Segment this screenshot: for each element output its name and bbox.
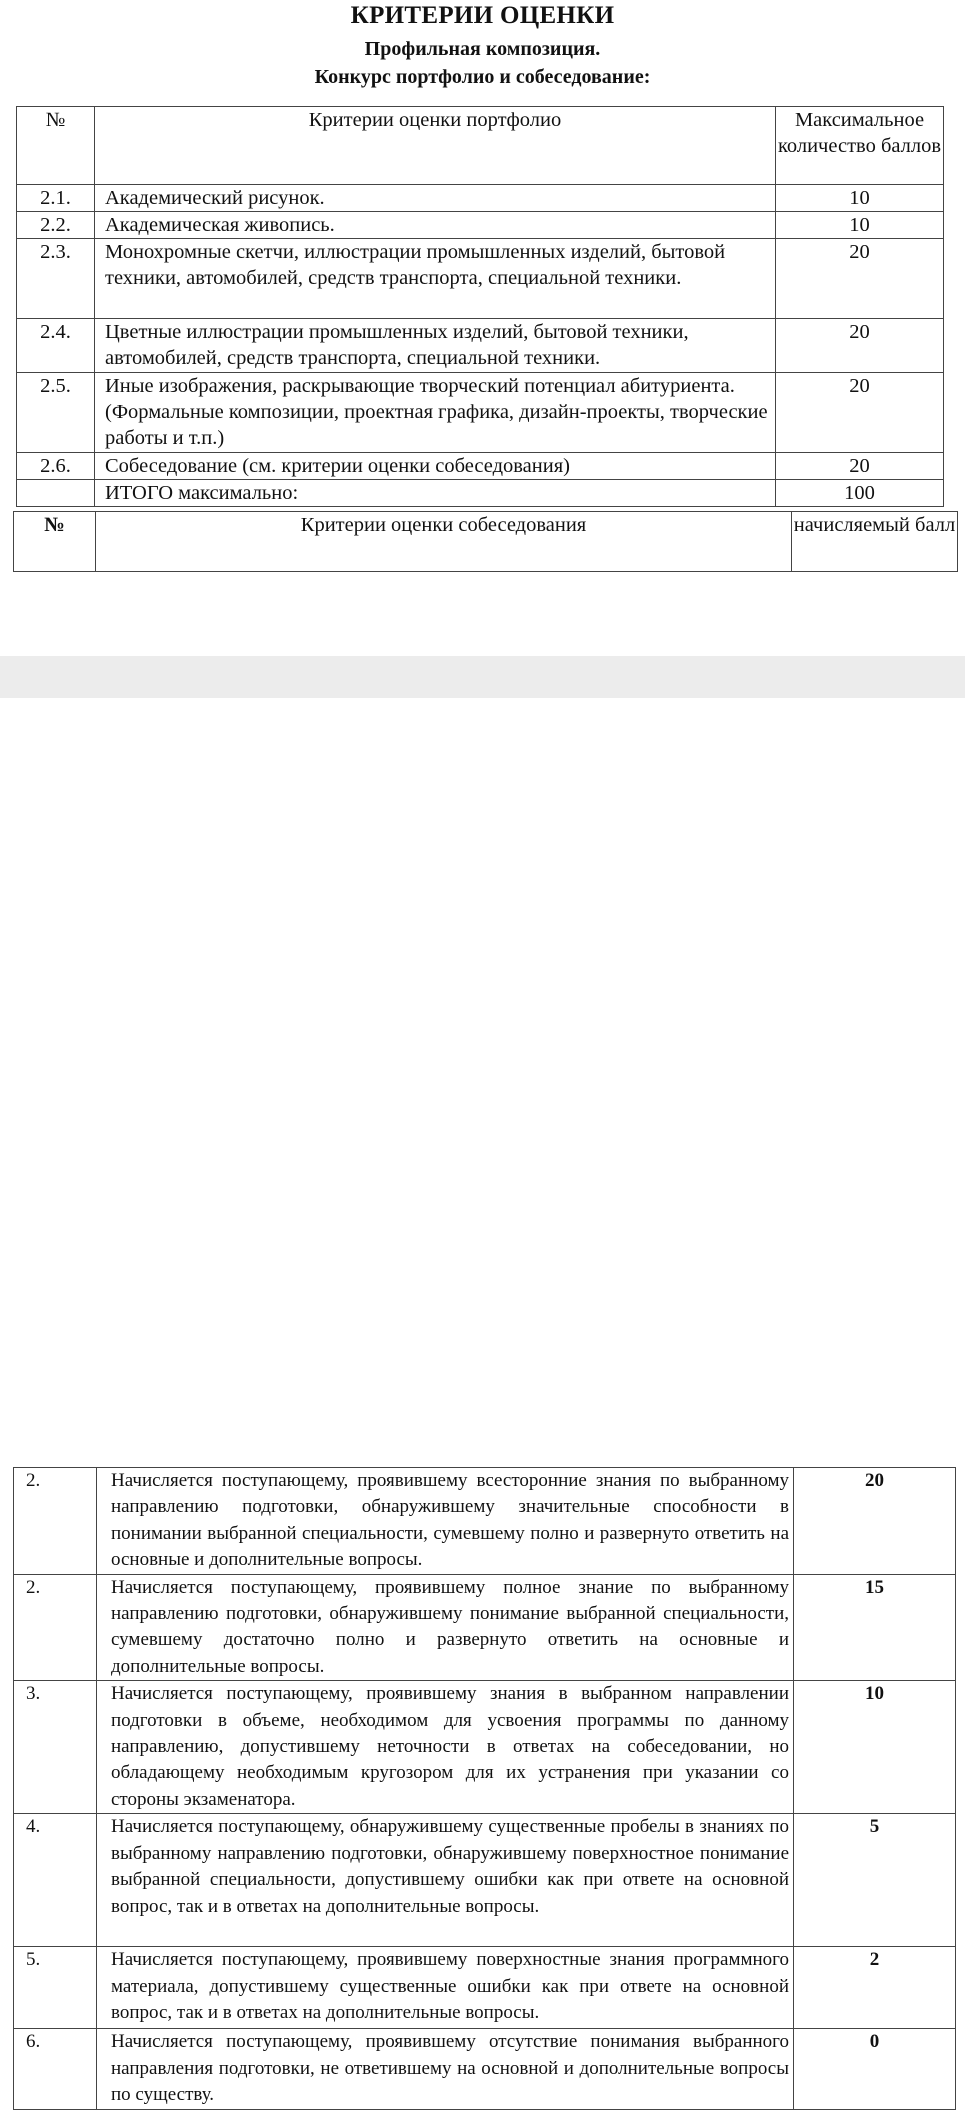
table-row	[17, 453, 944, 480]
document-page-1	[0, 0, 965, 656]
header-cell-criteria: Критерии оценки портфолио	[95, 107, 776, 185]
table-row	[14, 1574, 956, 1681]
page-subtitle-2: Конкурс портфолио и собеседование:	[314, 66, 651, 88]
table-row	[17, 319, 944, 373]
row-number: 2.3.	[17, 239, 95, 319]
row-points: 0	[794, 2029, 956, 2109]
portfolio-criteria-table	[16, 106, 944, 507]
header-cell-number: №	[14, 512, 96, 572]
row-points: 20	[776, 319, 944, 373]
table-total-row	[17, 480, 944, 507]
row-number: 4.	[14, 1814, 97, 1947]
row-criteria: Начисляется поступающему, проявившему поверхностные знания программного материала, допустившему существенные ошибки как при ответе на основной вопрос, так и в ответах на дополнительные вопросы.	[97, 1947, 794, 2029]
row-number: 2.6.	[17, 453, 95, 480]
table-row	[14, 1468, 956, 1575]
page-separator	[0, 656, 965, 698]
row-number: 6.	[14, 2029, 97, 2109]
table-row	[17, 185, 944, 212]
row-points: 10	[794, 1681, 956, 1814]
header-cell-criteria: Критерии оценки собеседования	[96, 512, 792, 572]
row-points: 20	[776, 239, 944, 319]
total-value: 100	[776, 480, 944, 507]
row-criteria: Начисляется поступающему, обнаружившему существенные пробелы в знаниях по выбранному направлению подготовки, обнаружившему поверхностное понимание выбранной специальности, допустившему ошибки как при ответе на основной вопрос, так и в ответах на дополнительные вопросы.	[97, 1814, 794, 1947]
total-empty-cell	[17, 480, 95, 507]
row-criteria: Иные изображения, раскрывающие творческий потенциал абитуриента. (Формальные композиции, проектная графика, дизайн-проекты, творческие работы и т.п.)	[95, 373, 776, 453]
row-criteria: Собеседование (см. критерии оценки собеседования)	[95, 453, 776, 480]
row-number: 2.2.	[17, 212, 95, 239]
document-page-2	[0, 698, 965, 2106]
row-criteria: Начисляется поступающему, проявившему полное знание по выбранному направлению подготовки, обнаружившему понимание выбранной специальности, сумевшему достаточно полно и развернуто ответить на основные и дополнительные вопросы.	[97, 1574, 794, 1681]
row-criteria: Академическая живопись.	[95, 212, 776, 239]
table-row	[17, 373, 944, 453]
row-points: 15	[794, 1574, 956, 1681]
row-points: 20	[776, 373, 944, 453]
row-criteria: Начисляется поступающему, проявившему знания в выбранном направлении подготовки в объеме, необходимом для усвоения программы по данному направлению, допустившему неточности в ответах на собеседовании, но обладающему необходимым кругозором для их устранения при указании со стороны экзаменатора.	[97, 1681, 794, 1814]
page-subtitle: Профильная композиция.	[364, 38, 601, 60]
header-cell-max-points: Максимальное количество баллов	[776, 107, 944, 185]
interview-criteria-table	[13, 1467, 956, 2110]
row-number: 2.	[14, 1574, 97, 1681]
row-criteria: Начисляется поступающему, проявившему отсутствие понимания выбранного направления подготовки, не ответившему на основной и дополнительные вопросы по существу.	[97, 2029, 794, 2109]
row-points: 10	[776, 185, 944, 212]
table-row	[17, 212, 944, 239]
row-points: 20	[794, 1468, 956, 1575]
row-points: 2	[794, 1947, 956, 2029]
row-number: 2.1.	[17, 185, 95, 212]
row-points: 5	[794, 1814, 956, 1947]
row-criteria: Начисляется поступающему, проявившему всесторонние знания по выбранному направлению подготовки, обнаружившему значительные способности в понимании выбранной специальности, сумевшему полно и развернуто ответить на основные и дополнительные вопросы.	[97, 1468, 794, 1575]
header-cell-points: начисляемый балл	[792, 512, 958, 572]
header-cell-number: №	[17, 107, 95, 185]
row-number: 2.	[14, 1468, 97, 1575]
table-row	[14, 1681, 956, 1814]
row-criteria: Монохромные скетчи, иллюстрации промышленных изделий, бытовой техники, автомобилей, средств транспорта, специальной техники.	[95, 239, 776, 319]
row-number: 2.4.	[17, 319, 95, 373]
table-row	[14, 1814, 956, 1947]
table-header-row	[14, 512, 958, 572]
table-header-row	[17, 107, 944, 185]
row-number: 2.5.	[17, 373, 95, 453]
row-criteria: Академический рисунок.	[95, 185, 776, 212]
table-row	[17, 239, 944, 319]
table-row	[14, 2029, 956, 2109]
row-points: 20	[776, 453, 944, 480]
interview-criteria-header-table	[13, 511, 958, 572]
page-title: КРИТЕРИИ ОЦЕНКИ	[350, 2, 615, 29]
row-points: 10	[776, 212, 944, 239]
row-number: 3.	[14, 1681, 97, 1814]
table-row	[14, 1947, 956, 2029]
row-criteria: Цветные иллюстрации промышленных изделий, бытовой техники, автомобилей, средств транспорта, специальной техники.	[95, 319, 776, 373]
row-number: 5.	[14, 1947, 97, 2029]
total-label: ИТОГО максимально:	[95, 480, 776, 507]
